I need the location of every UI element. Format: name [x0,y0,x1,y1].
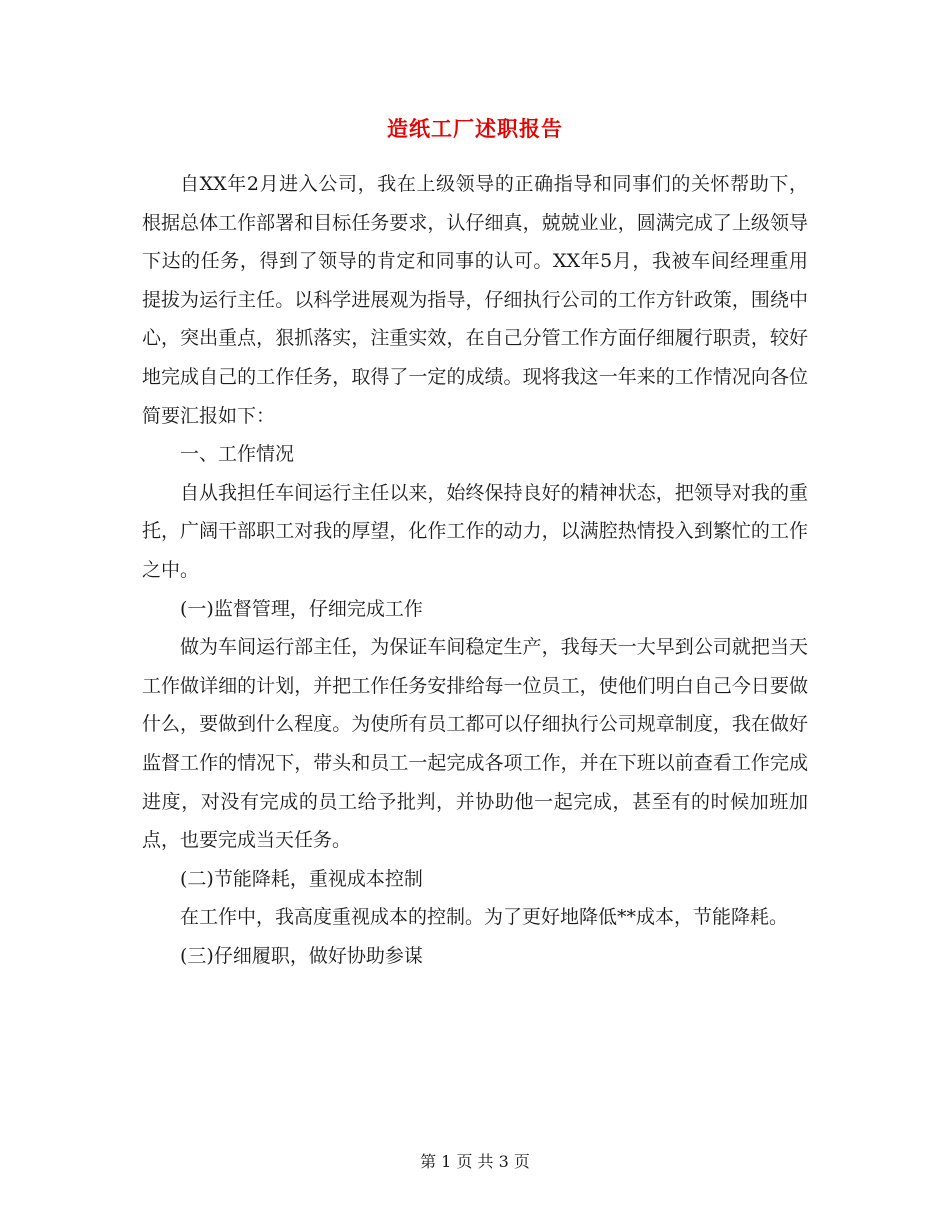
subsection-heading-energy-saving: (二)节能降耗，重视成本控制 [180,867,423,890]
paragraph-intro: 自XX年2月进入公司，我在上级领导的正确指导和同事们的关怀帮助下，根据总体工作部署和目标任务要求，认仔细真，兢兢业业，圆满完成了上级领导下达的任务，得到了领导的肯定和同事的认可。XX年5月，我被车间经理重用提拔为运行主任。以科学进展观为指导，仔细执行公司的工作方针政策，围绕中心，突出重点，狠抓落实，注重实效，在自己分管工作方面仔细履行职责，较好地完成自己的工作任务，取得了一定的成绩。现将我这一年来的工作情况向各位简要汇报如下： [142,173,808,427]
subsection-heading-supervision: (一)监督管理，仔细完成工作 [180,597,423,620]
paragraph-supervision: 做为车间运行部主任，为保证车间稳定生产，我每天一大早到公司就把当天工作做详细的计划，并把工作任务安排给每一位员工，使他们明白自己今日要做什么，要做到什么程度。为使所有员工都可以仔细执行公司规章制度，我在做好监督工作的情况下，带头和员工一起完成各项工作，并在下班以前查看工作完成进度，对没有完成的员工给予批判，并协助他一起完成，甚至有的时候加班加点，也要完成当天任务。 [142,636,808,852]
paragraph-work-status: 自从我担任车间运行主任以来，始终保持良好的精神状态，把领导对我的重托，广阔干部职工对我的厚望，化作工作的动力，以满腔热情投入到繁忙的工作之中。 [142,481,808,581]
document-body [142,165,808,975]
page-number-footer: 第 1 页 共 3 页 [420,1152,530,1171]
subsection-heading-duty: (三)仔细履职，做好协助参谋 [180,944,423,967]
document-title: 造纸工厂述职报告 [387,116,563,141]
paragraph-energy-saving: 在工作中，我高度重视成本的控制。为了更好地降低**成本，节能降耗。 [180,906,789,929]
section-heading-work-status: 一、工作情况 [180,443,295,466]
